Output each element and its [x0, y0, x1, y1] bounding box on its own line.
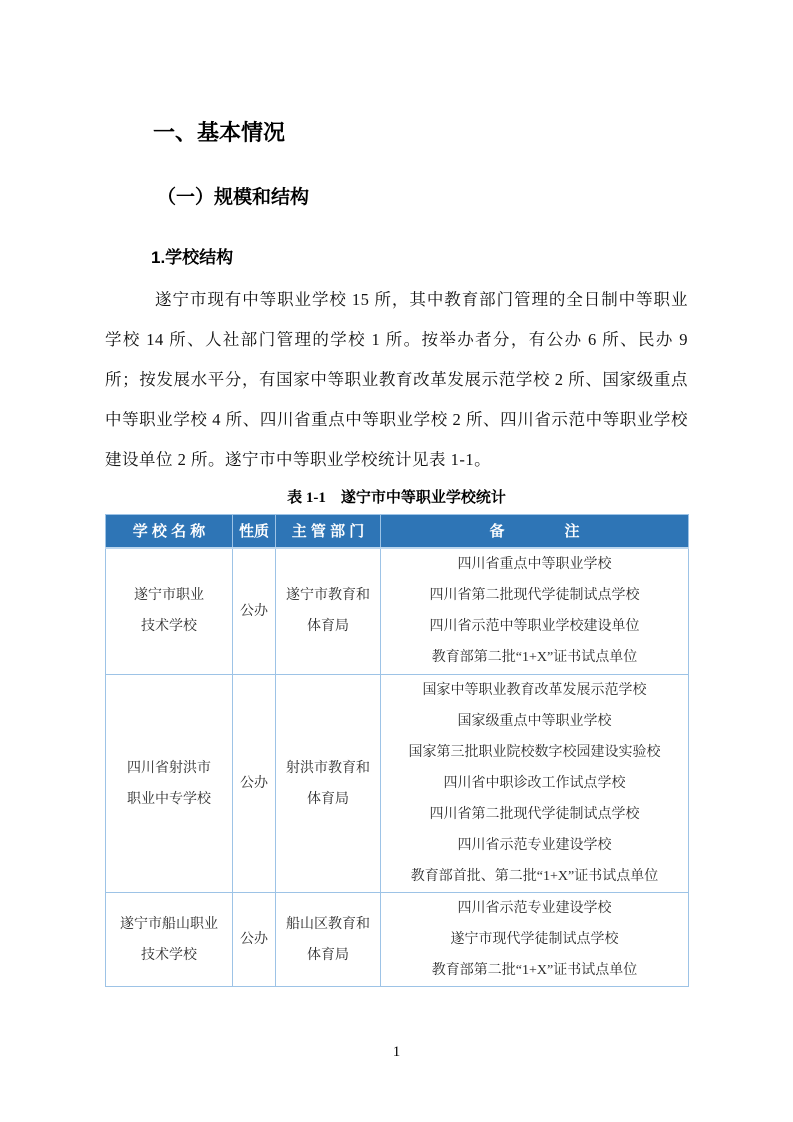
nature-cell: 公办 [233, 675, 276, 893]
remarks-cell [381, 548, 689, 675]
remark-line: 教育部首批、第二批“1+X”证书试点单位 [410, 869, 659, 884]
school-name-line: 遂宁市船山职业 [120, 916, 218, 932]
remark-line: 国家级重点中等职业学校 [457, 714, 612, 729]
remarks-cell [381, 675, 689, 893]
school-name-cell [106, 893, 233, 987]
table-row [106, 548, 689, 675]
col-header-department: 主 管 部 门 [276, 515, 381, 548]
remark-line: 四川省第二批现代学徒制试点学校 [429, 588, 640, 604]
nature-cell: 公办 [233, 893, 276, 987]
remark-line: 四川省中职诊改工作试点学校 [443, 776, 626, 791]
school-name-line: 遂宁市职业 [134, 588, 204, 604]
school-name-cell [106, 548, 233, 675]
table-header-row [106, 515, 689, 548]
remark-line: 教育部第二批“1+X”证书试点单位 [431, 650, 638, 666]
page-number: 1 [392, 1044, 401, 1060]
table-caption: 表 1-1 遂宁市中等职业学校统计 [287, 490, 506, 506]
heading-level1: 一、基本情况 [153, 120, 286, 145]
col-header-nature: 性质 [233, 515, 276, 548]
body-paragraph: 遂宁市现有中等职业学校 15 所，其中教育部门管理的全日制中等职业学校 14 所、人社部门管理的学校 1 所。按举办者分，有公办 6 所、民办 9 所；按发展水平分，有国家中等职业教育改革发展示范学校 2 所、国家级重点中等职业学校 4 所、四川省重点中等职业学校 2 所、四川省示范中等职业学校建设单位 2 所。遂宁市中等职业学校统计见表 1-1。 [105, 290, 688, 469]
department-cell [276, 893, 381, 987]
department-line: 船山区教育和 [286, 916, 370, 932]
department-cell [276, 675, 381, 893]
remark-line: 国家中等职业教育改革发展示范学校 [422, 683, 647, 698]
department-line: 遂宁市教育和 [286, 588, 370, 604]
department-line: 体育局 [307, 947, 349, 963]
col-header-remarks: 备 注 [381, 515, 689, 548]
heading-level2: （一）规模和结构 [157, 187, 310, 208]
remark-line: 遂宁市现代学徒制试点学校 [450, 932, 619, 947]
table-row [106, 893, 689, 987]
department-cell [276, 548, 381, 675]
nature-cell: 公办 [233, 548, 276, 675]
remarks-cell [381, 893, 689, 987]
school-name-line: 四川省射洪市 [127, 760, 211, 776]
remark-line: 四川省示范专业建设学校 [457, 901, 612, 916]
remark-line: 教育部第二批“1+X”证书试点单位 [431, 963, 638, 978]
remark-line: 四川省重点中等职业学校 [457, 557, 612, 573]
school-name-line: 职业中专学校 [127, 791, 211, 807]
remark-line: 四川省第二批现代学徒制试点学校 [429, 807, 640, 822]
school-name-cell [106, 675, 233, 893]
remark-line: 国家第三批职业院校数字校园建设实验校 [408, 745, 661, 760]
school-name-line: 技术学校 [141, 619, 197, 635]
col-header-school-name: 学 校 名 称 [106, 515, 233, 548]
heading-level3: 1.学校结构 [151, 248, 234, 267]
school-name-line: 技术学校 [141, 947, 197, 963]
remark-line: 四川省示范中等职业学校建设单位 [429, 619, 640, 635]
table-row [106, 675, 689, 893]
department-line: 体育局 [307, 791, 349, 807]
remark-line: 四川省示范专业建设学校 [457, 838, 612, 853]
schools-table [105, 514, 689, 987]
department-line: 射洪市教育和 [286, 760, 370, 776]
department-line: 体育局 [307, 619, 349, 635]
